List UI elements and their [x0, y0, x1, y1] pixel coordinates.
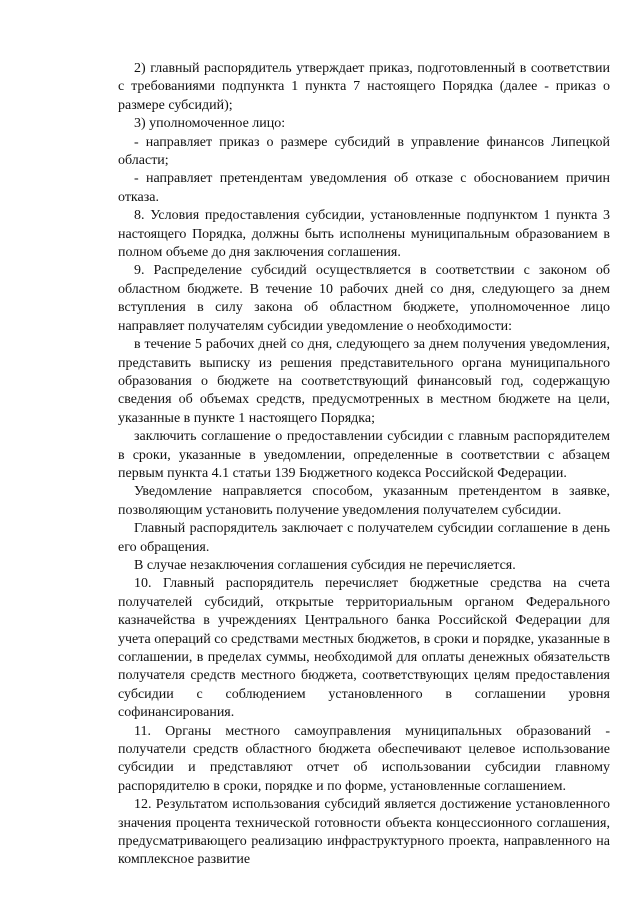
paragraph-10: 10. Главный распорядитель перечисляет бюджетные средства на счета получателей субсидий, открытые территориальным органом Федерального казначейства в учреждениях Центрального банка Российской Федерации для учета операций со средствами местных бюджетов, в сроки и порядке, указанные в соглашении, в пределах суммы, необходимой для оплаты денежных обязательств получателя средств местного бюджета, соответствующих целям предоставления субсидии с соблюдением установленного в соглашении уровня софинансирования. [118, 576, 610, 721]
paragraph-9: 9. Распределение субсидий осуществляется в соответствии с законом об областном бюджете. В течение 10 рабочих дней со дня, следующего за днем вступления в силу закона об областном бюджете, уполномоченное лицо направляет получателям субсидии уведомление о необходимости: [118, 263, 610, 334]
document-body [118, 60, 610, 870]
paragraph-7-3-a: - направляет приказ о размере субсидий в управление финансов Липецкой области; [118, 134, 610, 169]
paragraph-7-3: 3) уполномоченное лицо: [134, 116, 286, 132]
paragraph-9-a: в течение 5 рабочих дней со дня, следующего за днем получения уведомления, представить выписку из решения представительного органа муниципального образования о бюджете на соответствующий финансовый год, содержащую сведения об объемах средств, предусмотренных в местном бюджете на цели, указанные в пункте 1 настоящего Порядка; [118, 337, 610, 426]
paragraph-9-agreement: Главный распорядитель заключает с получателем субсидии соглашение в день его обращения. [118, 521, 610, 555]
paragraph-12: 12. Результатом использования субсидий является достижение установленного значения процента технической готовности объекта концессионного соглашения, предусматривающего реализацию инфраструктурного проекта, направленного на комплексное развитие [118, 797, 610, 868]
paragraph-9-notice: Уведомление направляется способом, указанным претендентом в заявке, позволяющим установить получение уведомления получателем субсидии. [118, 484, 610, 518]
paragraph-11: 11. Органы местного самоуправления муниципальных образований - получатели средств областного бюджета обеспечивают целевое использование субсидии и представляют отчет об использовании субсидии главному распорядителю в сроки, порядке и по форме, установленные соглашением. [118, 723, 610, 794]
paragraph-9-no-agreement: В случае незаключения соглашения субсидия не перечисляется. [134, 557, 516, 573]
paragraph-9-b: заключить соглашение о предоставлении субсидии с главным распорядителем в сроки, указанные в уведомлении, определенные в соответствии с абзацем первым пункта 4.1 статьи 139 Бюджетного кодекса Российской Федерации. [118, 429, 610, 481]
paragraph-7-3-b: - направляет претендентам уведомления об отказе с обоснованием причин отказа. [118, 171, 610, 205]
paragraph-7-2: 2) главный распорядитель утверждает приказ, подготовленный в соответствии с требованиями подпункта 1 пункта 7 настоящего Порядка (далее - приказ о размере субсидий); [118, 61, 610, 113]
paragraph-8: 8. Условия предоставления субсидии, установленные подпунктом 1 пункта 3 настоящего Порядка, должны быть исполнены муниципальным образованием в полном объеме до дня заключения соглашения. [118, 208, 610, 261]
